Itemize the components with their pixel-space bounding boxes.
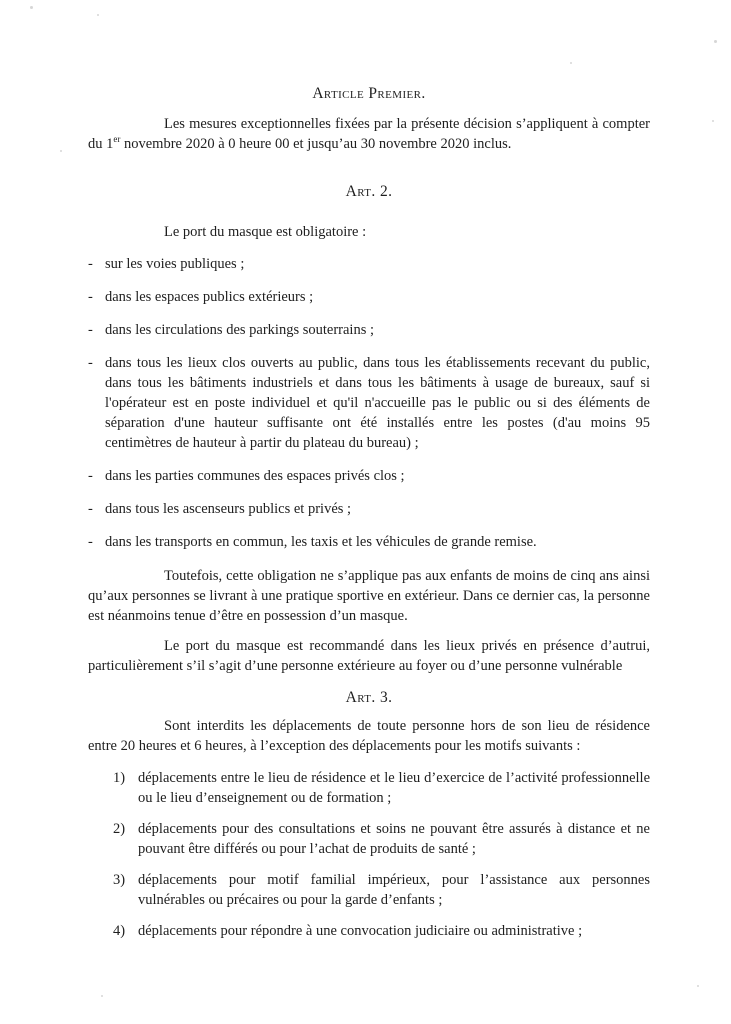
art2-intro: Le port du masque est obligatoire :	[164, 224, 367, 240]
numbered-item	[113, 768, 650, 808]
list-item-text: dans les transports en commun, les taxis et les véhicules de grande remise.	[105, 534, 537, 550]
scan-speck	[697, 985, 699, 987]
item-number: 1)	[113, 770, 126, 786]
dash-bullet: -	[88, 355, 93, 371]
numbered-item-text: déplacements entre le lieu de résidence et le lieu d’exercice de l’activité professionnelle ou le lieu d’enseignement ou de formation ;	[138, 770, 650, 806]
scan-speck	[30, 6, 33, 9]
mask-rules-list	[88, 254, 650, 552]
item-number: 3)	[113, 872, 126, 888]
item-number: 4)	[113, 923, 126, 939]
numbered-item	[113, 921, 650, 941]
dash-bullet: -	[88, 256, 93, 272]
list-item	[88, 320, 650, 340]
curfew-exceptions-list	[113, 768, 650, 941]
list-item	[88, 287, 650, 307]
numbered-item-text: déplacements pour répondre à une convocation judiciaire ou administrative ;	[138, 923, 583, 939]
article1-text-before-sup: Les mesures exceptionnelles fixées par la présente décision s’appliquent à compter du 1	[88, 116, 650, 152]
scan-speck	[97, 14, 99, 16]
list-item	[88, 532, 650, 552]
item-number: 2)	[113, 821, 126, 837]
ordinal-superscript: er	[113, 134, 121, 145]
scan-speck	[712, 120, 714, 122]
scan-speck	[570, 62, 572, 64]
list-item-text: dans les parties communes des espaces privés clos ;	[105, 468, 405, 484]
art2-exception-paragraph: Toutefois, cette obligation ne s’applique pas aux enfants de moins de cinq ans ainsi qu’aux personnes se livrant à une pratique sportive en extérieur. Dans ce dernier cas, la personne est néanmoins tenue d’être en possession d’un masque.	[88, 568, 650, 624]
article1-text-after-sup: novembre 2020 à 0 heure 00 et jusqu’au 30 novembre 2020 inclus.	[120, 136, 512, 152]
numbered-item	[113, 819, 650, 859]
list-item-text: dans tous les ascenseurs publics et privés ;	[105, 501, 352, 517]
art2-heading: Art. 2.	[345, 183, 393, 200]
list-item	[88, 353, 650, 453]
list-item-text: sur les voies publiques ;	[105, 256, 245, 272]
dash-bullet: -	[88, 468, 93, 484]
scan-speck	[714, 40, 717, 43]
numbered-item-text: déplacements pour des consultations et soins ne pouvant être assurés à distance et ne pouvant être différés ou pour l’achat de produits de santé ;	[138, 821, 650, 857]
article-premier-heading: Article Premier.	[312, 85, 426, 102]
dash-bullet: -	[88, 322, 93, 338]
art2-recommendation-paragraph: Le port du masque est recommandé dans les lieux privés en présence d’autrui, particulièrement s’il s’agit d’une personne extérieure au foyer ou d’une personne vulnérable	[88, 638, 650, 674]
dash-bullet: -	[88, 501, 93, 517]
dash-bullet: -	[88, 289, 93, 305]
list-item	[88, 499, 650, 519]
list-item-text: dans les circulations des parkings souterrains ;	[105, 322, 374, 338]
dash-bullet: -	[88, 534, 93, 550]
art3-intro: Sont interdits les déplacements de toute personne hors de son lieu de résidence entre 20 heures et 6 heures, à l’exception des déplacements pour les motifs suivants :	[88, 718, 650, 754]
list-item	[88, 254, 650, 274]
scan-speck	[101, 995, 103, 997]
numbered-item-text: déplacements pour motif familial impérieux, pour l’assistance aux personnes vulnérables ou précaires ou pour la garde d’enfants ;	[138, 872, 650, 908]
art3-heading: Art. 3.	[345, 689, 393, 706]
list-item-text: dans les espaces publics extérieurs ;	[105, 289, 314, 305]
list-item-text: dans tous les lieux clos ouverts au public, dans tous les établissements recevant du public, dans tous les bâtiments industriels et dans tous les bâtiments à usage de bureaux, sauf si l'opérateur est en poste individuel et qu'il n'accueille pas le public ou si des éléments de séparation d'une hauteur suffisante ont été installés entre les postes (d'au moins 95 centimètres de hauteur à partir du plateau du bureau) ;	[105, 355, 650, 451]
scan-speck	[60, 150, 62, 152]
numbered-item	[113, 870, 650, 910]
article1-paragraph	[88, 114, 650, 154]
list-item	[88, 466, 650, 486]
